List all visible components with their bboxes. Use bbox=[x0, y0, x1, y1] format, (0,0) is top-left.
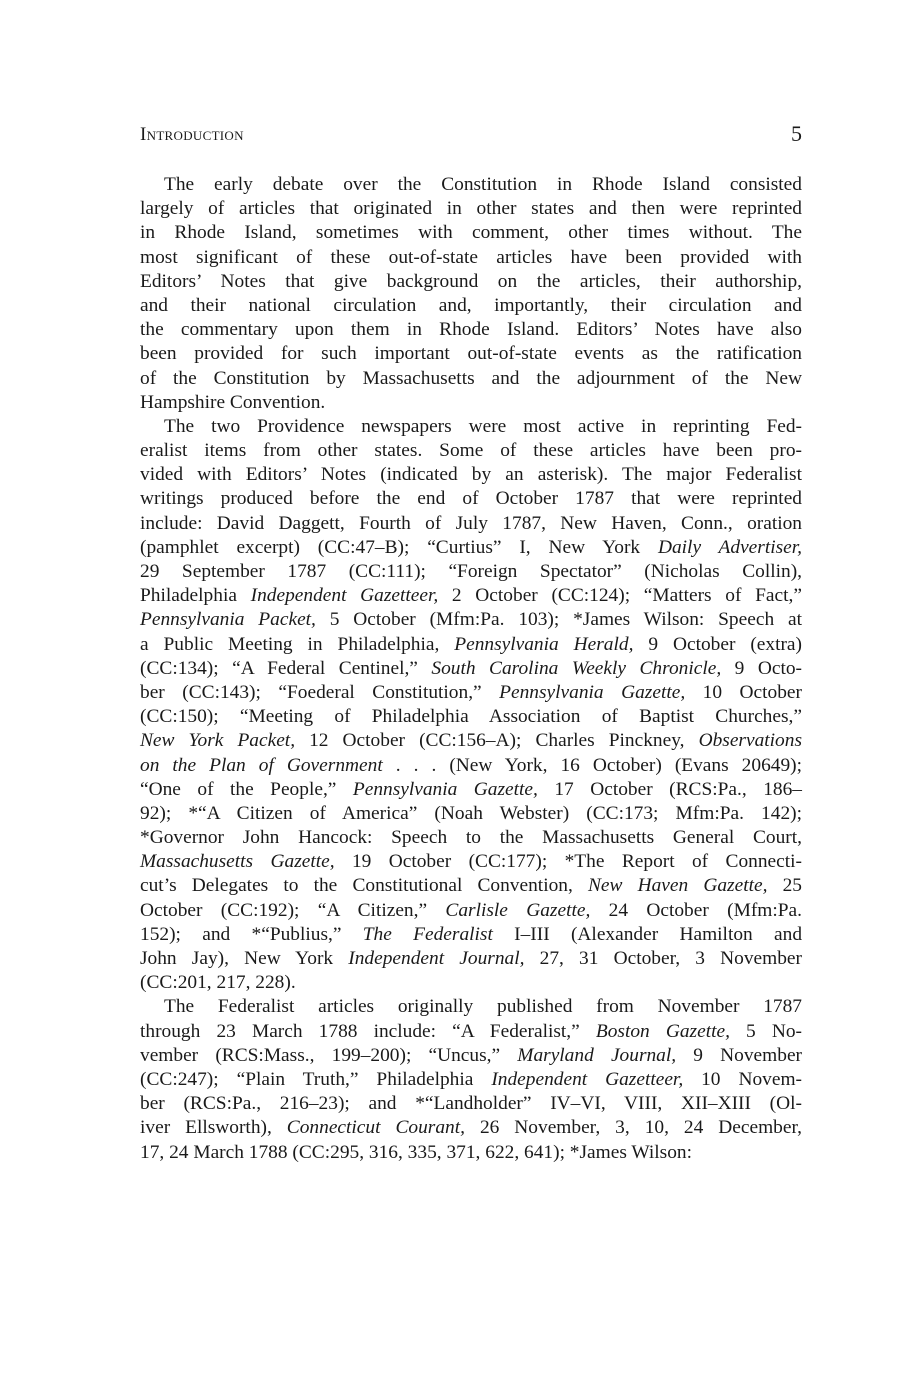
italic-title: Independent Journal, bbox=[348, 948, 525, 969]
text-line: Hampshire Convention. bbox=[140, 391, 326, 413]
text-line: on the Plan of Government . . . (New York, 16 October) (Evans 20649); bbox=[140, 754, 802, 776]
text-line: the commentary upon them in Rhode Island. Editors’ Notes have also bbox=[140, 319, 802, 341]
text-line: Pennsylvania Packet, 5 October (Mfm:Pa. 103); *James Wilson: Speech at bbox=[140, 609, 802, 631]
page-number: 5 bbox=[791, 121, 802, 146]
text-line: through 23 March 1788 include: “A Federalist,” Boston Gazette, 5 No- bbox=[140, 1020, 803, 1042]
text-line: iver Ellsworth), Connecticut Courant, 26 November, 3, 10, 24 December, bbox=[140, 1117, 802, 1139]
text-line: ber (CC:143); “Foederal Constitution,” Pennsylvania Gazette, 10 October bbox=[140, 681, 802, 703]
text-line: 92); *“A Citizen of America” (Noah Webster) (CC:173; Mfm:Pa. 142); bbox=[140, 802, 802, 824]
text-line: in Rhode Island, sometimes with comment, other times without. The bbox=[140, 222, 802, 244]
text-line: 17, 24 March 1788 (CC:295, 316, 335, 371, 622, 641); *James Wilson: bbox=[140, 1141, 693, 1163]
text-line: The two Providence newspapers were most active in reprinting Fed- bbox=[164, 415, 802, 437]
italic-title: Carlisle Gazette, bbox=[445, 899, 591, 921]
text-line: John Jay), New York Independent Journal, 27, 31 October, 3 November bbox=[140, 948, 802, 969]
text-line: (CC:134); “A Federal Centinel,” South Carolina Weekly Chronicle, 9 Octo- bbox=[140, 657, 802, 679]
text-line: Massachusetts Gazette, 19 October (CC:177); *The Report of Connecti- bbox=[140, 851, 802, 873]
italic-title: Maryland Journal, bbox=[517, 1044, 677, 1066]
text-line: eralist items from other states. Some of these articles have been pro- bbox=[140, 440, 802, 462]
text-line: been provided for such important out-of-state events as the ratification bbox=[140, 343, 802, 365]
text-line: most significant of these out-of-state articles have been provided with bbox=[140, 246, 802, 268]
text-line: *Governor John Hancock: Speech to the Massachusetts General Court, bbox=[140, 827, 802, 849]
italic-title: New Haven Gazette, bbox=[587, 875, 768, 897]
text-line: writings produced before the end of October 1787 that were reprinted bbox=[140, 488, 802, 510]
italic-title: Pennsylvania Packet, bbox=[140, 609, 316, 631]
body-text bbox=[140, 173, 802, 1165]
text-line: include: David Daggett, Fourth of July 1787, New Haven, Conn., oration bbox=[140, 512, 802, 534]
text-line: (CC:247); “Plain Truth,” Philadelphia Independent Gazetteer, 10 Novem- bbox=[140, 1068, 802, 1090]
italic-title: The Federalist bbox=[362, 923, 493, 945]
italic-title: on the Plan of Government bbox=[140, 754, 383, 776]
text-line: 29 September 1787 (CC:111); “Foreign Spectator” (Nicholas Collin), bbox=[140, 561, 802, 582]
chapter-title: Introduction bbox=[140, 124, 244, 145]
text-line: ber (RCS:Pa., 216–23); and *“Landholder” IV–VI, VIII, XII–XIII (Ol- bbox=[140, 1093, 802, 1115]
italic-title: Pennsylvania Herald, bbox=[454, 633, 634, 655]
italic-title: Pennsylvania Gazette, bbox=[499, 681, 686, 703]
text-line: a Public Meeting in Philadelphia, Pennsylvania Herald, 9 October (extra) bbox=[140, 633, 802, 655]
text-line: cut’s Delegates to the Constitutional Convention, New Haven Gazette, 25 bbox=[140, 875, 802, 897]
text-line: The Federalist articles originally published from November 1787 bbox=[164, 996, 802, 1018]
italic-title: Independent Gazetteer, bbox=[250, 585, 439, 607]
running-head bbox=[140, 121, 802, 151]
italic-title: New York Packet, bbox=[140, 730, 296, 752]
text-line: (CC:201, 217, 228). bbox=[140, 972, 296, 994]
italic-title: Massachusetts Gazette, bbox=[140, 851, 335, 873]
text-line: vided with Editors’ Notes (indicated by an asterisk). The major Federalist bbox=[140, 464, 802, 486]
italic-title: Observations bbox=[698, 730, 802, 752]
text-line: Philadelphia Independent Gazetteer, 2 October (CC:124); “Matters of Fact,” bbox=[140, 585, 802, 607]
italic-title: South Carolina Weekly Chronicle, bbox=[431, 657, 722, 679]
text-line: (CC:150); “Meeting of Philadelphia Association of Baptist Churches,” bbox=[140, 706, 802, 728]
text-line: The early debate over the Constitution in Rhode Island consisted bbox=[164, 174, 802, 195]
text-line: and their national circulation and, importantly, their circulation and bbox=[140, 294, 802, 316]
italic-title: Pennsylvania Gazette, bbox=[352, 778, 538, 800]
italic-title: Independent Gazetteer, bbox=[491, 1068, 684, 1090]
text-line: Editors’ Notes that give background on the articles, their authorship, bbox=[140, 270, 802, 292]
italic-title: Daily Advertiser, bbox=[657, 536, 803, 558]
text-line: New York Packet, 12 October (CC:156–A); Charles Pinckney, Observations bbox=[140, 730, 802, 752]
text-line: 152); and *“Publius,” The Federalist I–III (Alexander Hamilton and bbox=[140, 923, 803, 945]
text-line: largely of articles that originated in other states and then were reprinted bbox=[140, 198, 802, 220]
text-line: vember (RCS:Mass., 199–200); “Uncus,” Maryland Journal, 9 November bbox=[140, 1044, 803, 1066]
text-line: October (CC:192); “A Citizen,” Carlisle Gazette, 24 October (Mfm:Pa. bbox=[140, 899, 803, 921]
text-line: (pamphlet excerpt) (CC:47–B); “Curtius” I, New York Daily Advertiser, bbox=[140, 536, 803, 558]
text-line: of the Constitution by Massachusetts and the adjournment of the New bbox=[140, 367, 802, 389]
italic-title: Connecticut Courant, bbox=[286, 1117, 465, 1139]
text-line: “One of the People,” Pennsylvania Gazette, 17 October (RCS:Pa., 186– bbox=[140, 778, 802, 800]
italic-title: Boston Gazette, bbox=[595, 1020, 730, 1042]
